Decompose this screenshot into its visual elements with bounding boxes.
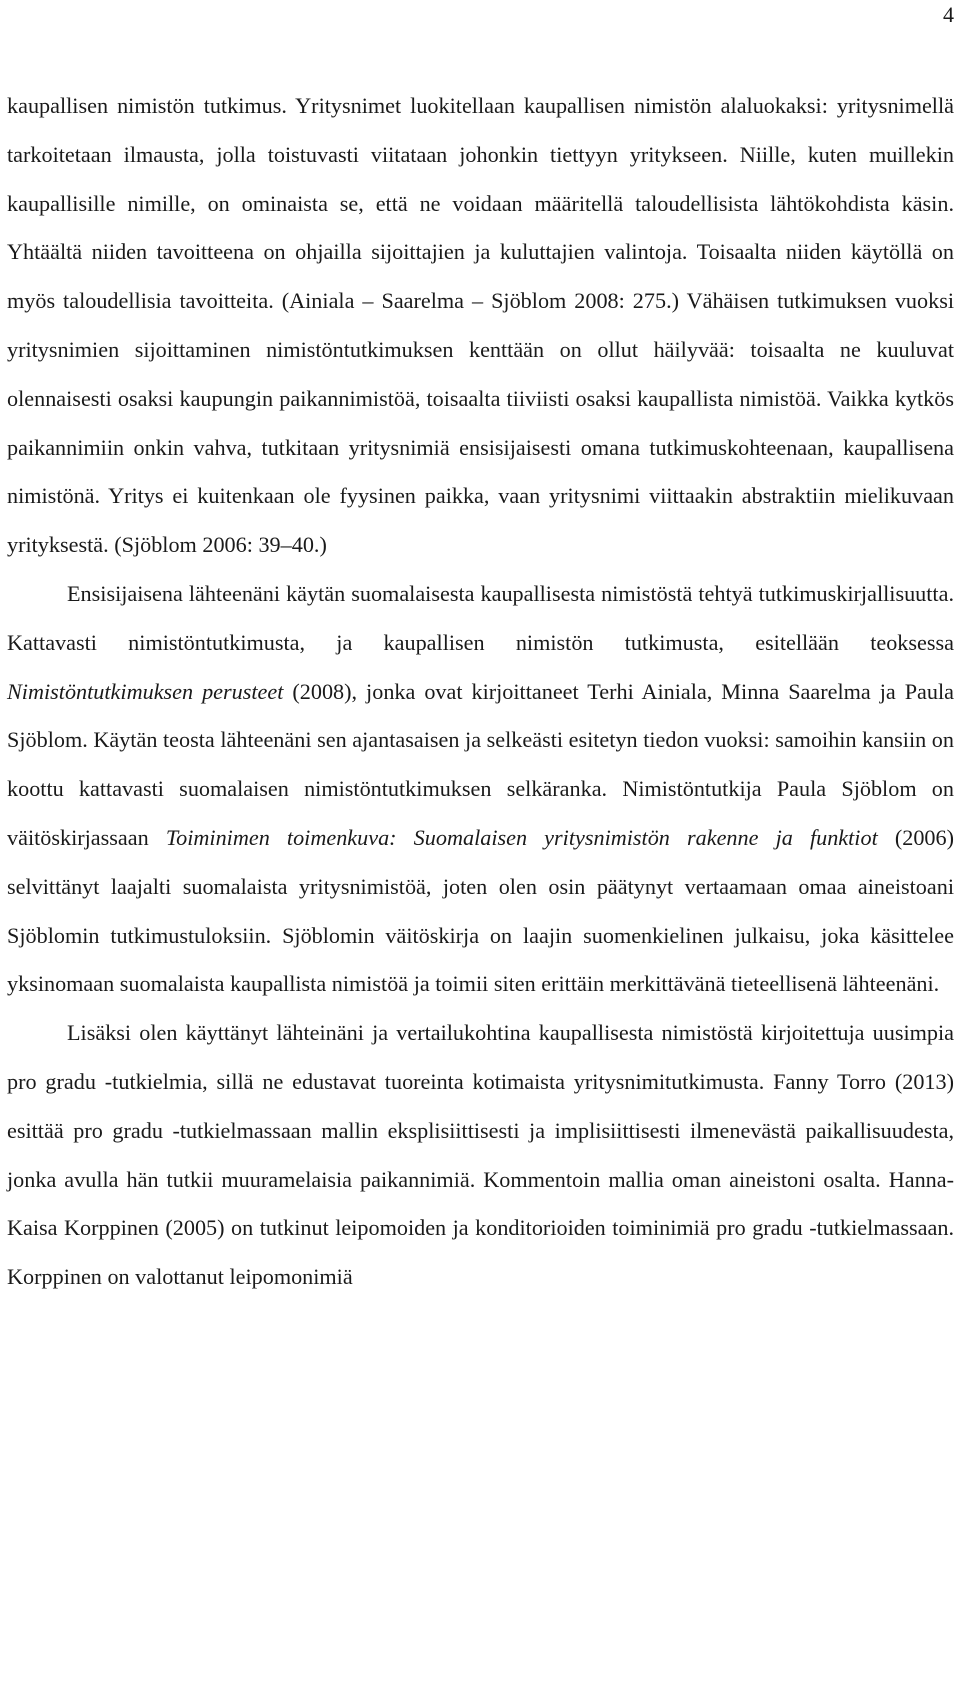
text-run: Ensisijaisena lähteenäni käytän suomalaisesta kaupallisesta nimistöstä tehtyä tutkimuskirjallisuutta. Kattavasti nimistöntutkimusta, ja kaupallisen nimistön tutkimusta, esitellään teoksessa (7, 580, 954, 655)
paragraph (7, 1009, 954, 1302)
paragraph (7, 82, 954, 570)
page-number: 4 (943, 2, 954, 27)
body-text (7, 82, 954, 1302)
text-run: kaupallisen nimistön tutkimus. Yritysnimet luokitellaan kaupallisen nimistön alaluokaksi: yritysnimellä tarkoitetaan ilmausta, jolla toistuvasti viitataan johonkin tiettyyn yritykseen. Niille, kuten muillekin kaupallisille nimille, on ominaista se, että ne voidaan määritellä taloudellisista lähtökohdista käsin. Yhtäältä niiden tavoitteena on ohjailla sijoittajien ja kuluttajien valintoja. Toisaalta niiden käytöllä on myös taloudellisia tavoitteita. (Ainiala – Saarelma – Sjöblom 2008: 275.) Vähäisen tutkimuksen vuoksi yritysnimien sijoittaminen nimistöntutkimuksen kenttään on ollut häilyvää: toisaalta ne kuuluvat olennaisesti osaksi kaupungin paikannimistöä, toisaalta tiiviisti osaksi kaupallista nimistöä. Vaikka kytkös paikannimiin onkin vahva, tutkitaan yritysnimiä ensisijaisesti omana tutkimuskohteenaan, kaupallisena nimistönä. Yritys ei kuitenkaan ole fyysinen paikka, vaan yritysnimi viittaakin abstraktiin mielikuvaan yrityksestä. (Sjöblom 2006: 39–40.) (7, 93, 954, 558)
text-run: Lisäksi olen käyttänyt lähteinäni ja vertailukohtina kaupallisesta nimistöstä kirjoitettuja uusimpia pro gradu -tutkielmia, sillä ne edustavat tuoreinta kotimaista yritysnimitutkimusta. Fanny Torro (2013) esittää pro gradu -tutkielmassaan mallin eksplisiittisesti ja implisiittisesti ilmenevästä paikallisuudesta, jonka avulla hän tutkii muuramelaisia paikannimiä. Kommentoin mallia oman aineistoni osalta. Hanna-Kaisa Korppinen (2005) on tutkinut leipomoiden ja konditorioiden toiminimiä pro gradu -tutkielmassaan. Korppinen on valottanut leipomonimiä (7, 1020, 954, 1290)
dissertation-title: Toiminimen toimenkuva: Suomalaisen yritysnimistön rakenne ja funktiot (165, 824, 878, 850)
text-run: (2006) selvittänyt laajalti suomalaista yritysnimistöä, joten olen osin päätynyt vertaamaan omaa aineistoani Sjöblomin tutkimustuloksiin. Sjöblomin väitöskirja on laajin suomenkielinen julkaisu, joka käsittelee yksinomaan suomalaista kaupallista nimistöä ja toimii siten erittäin merkittävänä tieteellisenä lähteenäni. (7, 824, 954, 997)
paragraph (7, 570, 954, 1009)
book-title: Nimistöntutkimuksen perusteet (7, 678, 284, 704)
text-run: (2008), jonka ovat kirjoittaneet Terhi Ainiala, Minna Saarelma ja Paula Sjöblom. Käytän teosta lähteenäni sen ajantasaisen ja selkeästi esitetyn tiedon vuoksi: samoihin kansiin on koottu kattavasti suomalaisen nimistöntutkimuksen selkäranka. Nimistöntutkija Paula Sjöblom on väitöskirjassaan (7, 678, 954, 850)
